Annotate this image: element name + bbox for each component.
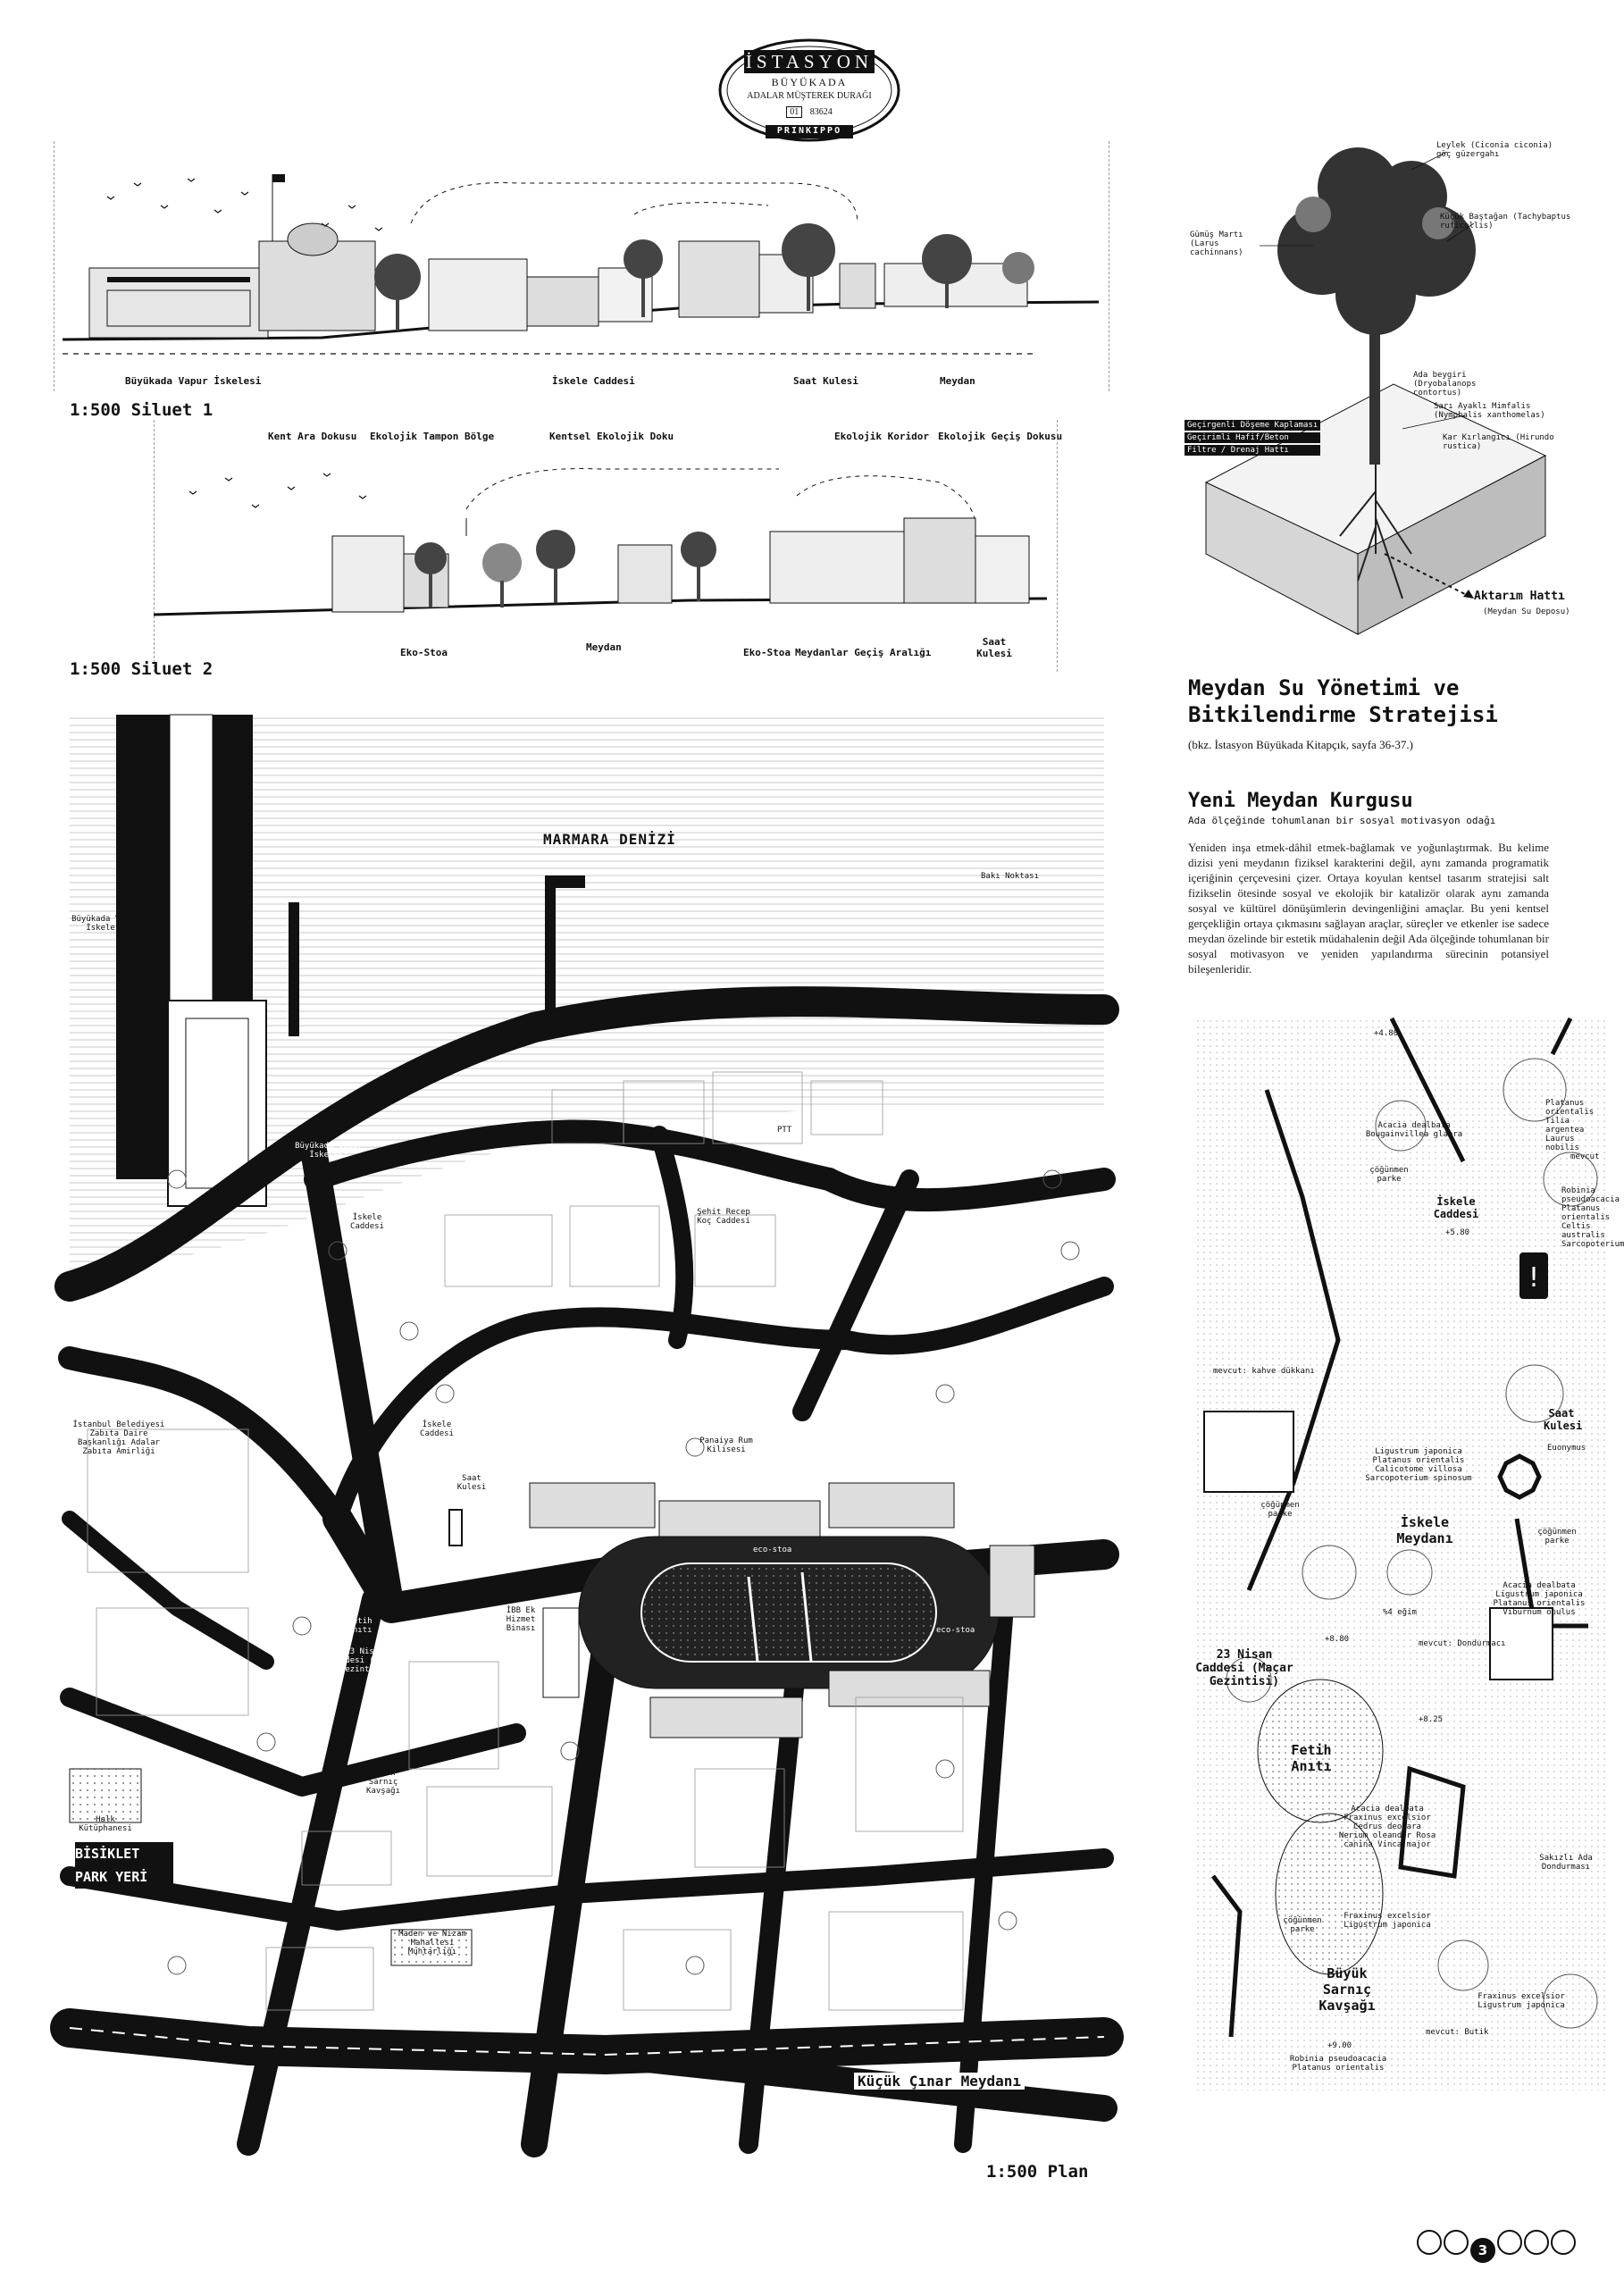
silhouette-2-bottom-label-4: Saat Kulesi — [976, 636, 1012, 659]
tree-label-0: Leylek (Ciconia ciconia) göç güzergahı — [1436, 141, 1553, 159]
plan-label-vapur2: Büyükada Vapur İskelesi — [295, 1142, 363, 1160]
page-dot-2[interactable] — [1444, 2230, 1469, 2255]
subheading-new-square: Ada ölçeğinde tohumlanan bir sosyal motivasyon odağı — [1188, 815, 1496, 826]
heading-water-strategy: Meydan Su Yönetimi ve Bitkilendirme Stratejisi — [1188, 675, 1498, 727]
silhouette-1-label-1: İskele Caddesi — [552, 375, 635, 387]
plan-label-cinar: Küçük Çınar Meydanı — [854, 2073, 1025, 2090]
tree-label-4: Sarı Ayaklı Mimfalis (Nymphalis xanthomelas) — [1434, 402, 1545, 420]
page-indicator — [1417, 2230, 1578, 2263]
plan-label-iskele2: İskele Caddesi — [420, 1420, 454, 1438]
logo-code-left: 01 — [786, 106, 802, 118]
detail-sarnic: Büyük Sarnıç Kavşağı — [1318, 1965, 1376, 2014]
plan-label-stoa1: eco-stoa — [753, 1546, 792, 1554]
detail-egim: %4 eğim — [1383, 1608, 1417, 1617]
logo-subtitle: BÜYÜKADA — [771, 76, 848, 88]
detail-meydan: İskele Meydanı — [1396, 1514, 1453, 1546]
plan-label-fetih: Fetih Anıtı — [347, 1617, 373, 1635]
page-dot-1[interactable] — [1417, 2230, 1442, 2255]
tree-layer-0: Geçirgenli Döşeme Kaplaması — [1185, 420, 1320, 431]
detail-fraxinus1: Fraxinus excelsior Ligustrum japonica — [1344, 1912, 1431, 1930]
plan-label-ptt: PTT — [777, 1126, 792, 1135]
detail-fraxinus2: Fraxinus excelsior Ligustrum japonica — [1478, 1992, 1565, 2010]
detail-platanus-top: Platanus orientalis Tilia argentea Laurus nobilis — [1545, 1099, 1595, 1152]
logo-codes — [717, 107, 901, 117]
detail-euonymus: Euonymus — [1547, 1444, 1586, 1453]
logo-badge — [717, 38, 901, 143]
detail-cim4: çöğünmen parke — [1283, 1916, 1322, 1934]
plan-label-halk: Halk Kütüphanesi — [79, 1815, 132, 1833]
silhouette-2-bottom-label-1: Meydan — [586, 641, 622, 653]
plan-scale: 1:500 Plan — [986, 2162, 1089, 2182]
heading-new-square: Yeni Meydan Kurgusu — [1188, 790, 1413, 812]
plan-label-recep: Şehit Recep Koç Caddesi — [697, 1208, 750, 1226]
detail-nisan: 23 Nisan Caddesi (Maçar Gezintisi) — [1195, 1648, 1293, 1688]
plan-label-panaiya: Panaiya Rum Kilisesi — [699, 1437, 753, 1454]
silhouette-2-bottom-label-0: Eko-Stoa — [400, 647, 448, 658]
plan-label-iskele-meydani: İskele Meydanı — [407, 1514, 441, 1532]
detail-kahve: mevcut: kahve dükkanı — [1213, 1367, 1315, 1376]
silhouette-1-scale: 1:500 Siluet 1 — [70, 400, 213, 420]
page-dot-5[interactable] — [1524, 2230, 1549, 2255]
detail-acacia2: Acacia dealbata Ligustrum japonica Platanus orientalis Viburnum opulus — [1493, 1581, 1586, 1617]
tree-layer-1: Geçirimli Hafif/Beton — [1185, 432, 1320, 443]
silhouette-2-bottom-label-3: Meydanlar Geçiş Aralığı — [795, 647, 932, 658]
silhouette-1-drawing — [54, 143, 1108, 375]
page-dot-3[interactable]: 3 — [1470, 2238, 1495, 2263]
detail-e5: +9.00 — [1327, 2041, 1352, 2050]
logo-line4: PRINKIPPO — [776, 126, 842, 136]
detail-e4: +8.25 — [1419, 1715, 1444, 1724]
silhouette-1-label-2: Saat Kulesi — [793, 375, 858, 387]
detail-ligustrum: Ligustrum japonica Platanus orientalis Calicotome villosa Sarcopoterium spinosum — [1365, 1447, 1472, 1483]
detail-iskele: İskele Caddesi — [1433, 1195, 1479, 1220]
detail-e1: +4.80 — [1374, 1029, 1399, 1038]
logo-line3: ADALAR MÜŞTEREK DURAĞI — [747, 91, 872, 101]
detail-cim1: çöğünmen parke — [1369, 1166, 1409, 1184]
plan-label-nisan: 23 Nisan Caddesi (Maçar Gezintisi) — [331, 1647, 398, 1674]
silhouette-2-bottom-label-2: Eko-Stoa — [743, 647, 791, 658]
plan-label-bisiklet: BİSİKLET PARK YERİ — [75, 1842, 173, 1889]
plan-label-ibb: İBB Ek Hizmet Binası — [506, 1606, 536, 1633]
silhouette-1-label-0: Büyükada Vapur İskelesi — [125, 375, 262, 387]
plan-label-maden: Maden ve Nizam Mahallesi Muhtarlığı — [398, 1930, 466, 1956]
logo-title: İSTASYON — [745, 51, 874, 72]
silhouette-1-label-3: Meydan — [940, 375, 975, 387]
silhouette-2-scale: 1:500 Siluet 2 — [70, 659, 213, 679]
plan-label-saat: Saat Kulesi — [456, 1474, 487, 1492]
tree-label-3: Ada beygiri (Dryobalanops contortus) — [1413, 371, 1477, 398]
detail-fetih: Fetih Anıtı — [1291, 1742, 1332, 1774]
detail-dondurmaci: mevcut: Dondurmacı — [1419, 1639, 1506, 1648]
detail-acacia1: Acacia dealbata Bougainvillea glabra — [1365, 1121, 1463, 1139]
detail-butik: mevcut: Butik — [1426, 2028, 1489, 2037]
detail-cim3: çöğünmen parke — [1537, 1528, 1577, 1546]
plan-sea-label: MARMARA DENİZİ — [543, 831, 676, 848]
tree-line-sub: (Meydan Su Deposu) — [1483, 607, 1570, 616]
plan-label-vapur: Büyükada Vapur İskelesi — [71, 915, 139, 933]
detail-acacia3: Acacia dealbata Fraxinus excelsior Cedrus deodara Nerium oleander Rosa canina Vinca major — [1338, 1805, 1436, 1849]
silhouette-2-top-label-0: Kent Ara Dokusu — [268, 431, 357, 442]
silhouette-2-top-label-3: Ekolojik Koridor — [834, 431, 929, 442]
tree-line-label: Aktarım Hattı — [1474, 590, 1565, 603]
detail-plan — [1195, 1018, 1624, 2090]
plan-label-sarnic: Büyük Sarnıç Kavşağı — [366, 1769, 400, 1796]
tree-label-2: Gümüş Martı (Larus cachinnans) — [1190, 230, 1243, 257]
silhouette-2-top-label-2: Kentsel Ekolojik Doku — [549, 431, 674, 442]
detail-e2: +5.80 — [1445, 1228, 1470, 1237]
silhouette-2-drawing — [154, 447, 1056, 634]
tree-axonometric — [1179, 134, 1599, 634]
plan-label-iskele1: İskele Caddesi — [350, 1213, 384, 1231]
plan-drawing — [70, 715, 1104, 2144]
tree-layers — [1185, 420, 1320, 456]
svg-text:!: ! — [1528, 1262, 1540, 1294]
silhouette-2-top-label-1: Ekolojik Tampon Bölge — [370, 431, 495, 442]
silhouette-2-top-label-4: Ekolojik Geçiş Dokusu — [938, 431, 1063, 442]
tree-layer-2: Filtre / Drenaj Hattı — [1185, 445, 1320, 456]
detail-robinia: Robinia pseudoacacia Platanus orientalis — [1289, 2055, 1387, 2073]
tree-label-1: Küçük Baştağan (Tachybaptus ruficollis) — [1440, 213, 1571, 230]
detail-cim2: çöğünmen parke — [1260, 1501, 1300, 1519]
detail-sakizli: Sakızlı Ada Dondurması — [1539, 1854, 1593, 1872]
detail-mevcut-top: mevcut — [1570, 1152, 1600, 1161]
booklet-reference: (bkz. İstasyon Büyükada Kitapçık, sayfa 36-37.) — [1188, 738, 1413, 751]
plan-label-stoa2: eco-stoa — [936, 1626, 975, 1635]
detail-saat: Saat Kulesi — [1544, 1407, 1583, 1432]
page-dot-6[interactable] — [1551, 2230, 1576, 2255]
tree-label-5: Kar Kırlangıcı (Hirundo rustica) — [1443, 433, 1554, 451]
plan-label-bakim: Bakı Noktası — [981, 872, 1040, 881]
page-dot-4[interactable] — [1497, 2230, 1522, 2255]
logo-code-right: 83624 — [809, 107, 833, 117]
body-text: Yeniden inşa etmek-dâhil etmek-bağlamak ve yoğunlaştırmak. Bu kelime dizisi yeni meydanın fiziksel karakterini değil, aynı zamanda programatik içeriğinin çerçevesini çizer. Ortaya koyulan kentsel tasarım stratejisi salt fizikselin ötesinde sosyal ve ekolojik bir katalizör olarak aynı zamanda sosyal ve kültürel dönüşümlerin devingenliğini amaçlar. Bu yeni kentsel gerçekliğin ortaya çıkmasını sağlayan araçlar, süreçler ve etkenler ise sadece meydan özelinde bir estetik müdahalenin değil Ada ölçeğinde tohumlanan bir sosyal motivasyon ve yeniden yapılandırma sürecinin potansiyel bileşenleridir. — [1188, 841, 1549, 976]
plan-map — [70, 715, 1104, 2144]
detail-robinia-top: Robinia pseudoacacia Platanus orientalis Celtis australis Sarcopoterium — [1561, 1186, 1624, 1249]
detail-e3: +8.80 — [1325, 1635, 1350, 1644]
plan-label-belediye: İstanbul Belediyesi Zabıta Daire Başkanlığı Adalar Zabıta Amirliği — [72, 1420, 165, 1456]
